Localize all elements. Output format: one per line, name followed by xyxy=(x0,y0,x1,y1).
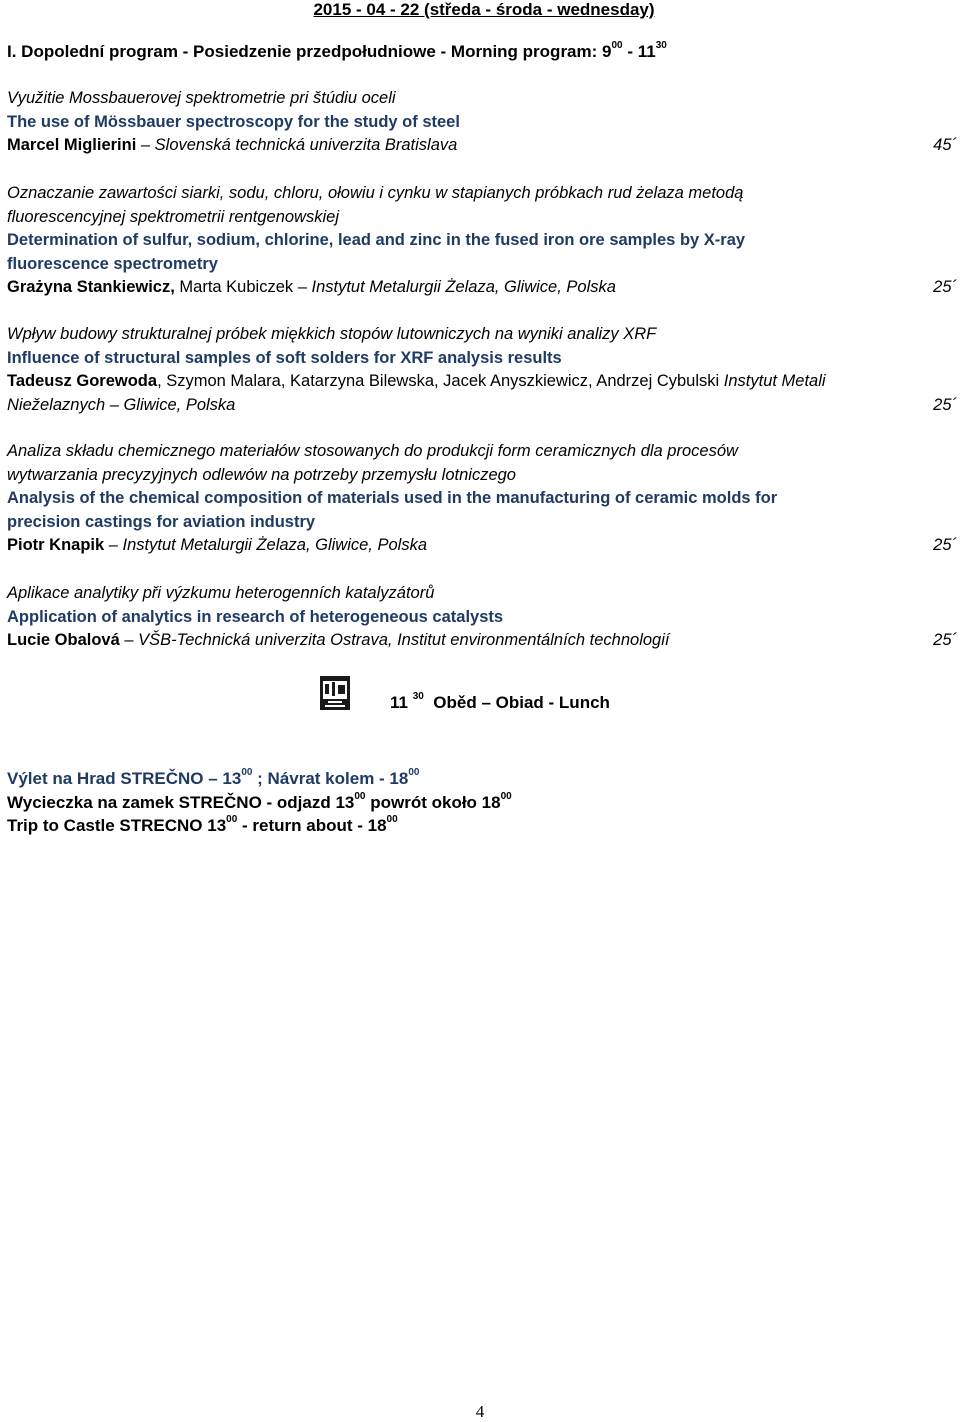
talk-title-english: Analysis of the chemical composition of materials used in the manufacturing of ceramic molds for xyxy=(7,489,778,507)
talk-title-english: Determination of sulfur, sodium, chlorine, lead and zinc in the fused iron ore samples by X-ray xyxy=(7,231,746,249)
talk-title-original: fluorescencyjnej spektrometrii rentgenowskiej xyxy=(7,207,339,226)
lunch-time-label: 11 $^{30}$ Oběd – Obiad - Lunch xyxy=(390,691,610,712)
talk-5 xyxy=(7,582,957,653)
talk-duration: 25´ xyxy=(933,278,957,296)
talk-3 xyxy=(7,323,957,417)
trip-line-polish: Wycieczka na zamek STREČNO - odjazd $13^{00}$ powrót około $18^{00}$ xyxy=(7,790,512,812)
lunch-icon xyxy=(320,676,350,710)
talk-title-english: Influence of structural samples of soft solders for XRF analysis results xyxy=(7,348,562,367)
talk-authors: Piotr Knapik – Instytut Metalurgii Żelaza, Gliwice, Polska 25´ xyxy=(7,534,953,558)
talk-title-original: Oznaczanie zawartości siarki, sodu, chloru, ołowiu i cynku w stapianych próbkach rud żelaza metodą xyxy=(7,184,744,202)
talk-duration: 25´ xyxy=(933,536,957,554)
talk-title-original: Využitie Mossbauerovej spektrometrie pri štúdiu oceli xyxy=(7,89,396,107)
talk-1 xyxy=(7,87,957,158)
trip-line-english: Trip to Castle STRECNO $13^{00}$ - return about - $18^{00}$ xyxy=(7,814,398,835)
talk-duration: 25´ xyxy=(933,631,957,649)
talk-title-original: Analiza składu chemicznego materiałów stosowanych do produkcji form ceramicznych dla procesów xyxy=(7,442,738,460)
talk-authors: Marcel Miglierini – Slovenská technická univerzita Bratislava 45´ xyxy=(7,134,953,158)
talk-2 xyxy=(7,182,957,300)
talk-authors: Lucie Obalová – VŠB-Technická univerzita Ostrava, Institut environmentálních technologií 25´ xyxy=(7,629,953,653)
talk-title-original: wytwarzania precyzyjnych odlewów na potrzeby przemysłu lotniczego xyxy=(7,465,516,484)
talk-title-english: precision castings for aviation industry xyxy=(7,512,316,531)
talk-title-english: fluorescence spectrometry xyxy=(7,254,218,273)
session-heading: I. Dopolední program - Posiedzenie przedpołudniowe - Morning program: $9^{00} - 11^{30}$ xyxy=(7,40,667,61)
date-heading: 2015 - 04 - 22 (středa - środa - wednesday) xyxy=(313,0,655,19)
talk-duration: 45´ xyxy=(933,136,957,154)
trip-block xyxy=(7,767,512,838)
talk-title-original: Wpływ budowy strukturalnej próbek miękkich stopów lutowniczych na wyniki analizy XRF xyxy=(7,325,657,343)
talk-4 xyxy=(7,440,957,558)
talk-title-english: Application of analytics in research of heterogeneous catalysts xyxy=(7,607,504,626)
page-number: 4 xyxy=(475,1402,485,1421)
trip-line-czech: Výlet na Hrad STREČNO – $13^{00}$ ; Návrat kolem - $18^{00}$ xyxy=(7,767,420,788)
talk-duration: 25´ xyxy=(933,395,957,414)
talk-title-original: Aplikace analytiky při výzkumu heterogenních katalyzátorů xyxy=(7,584,435,602)
talk-title-english: The use of Mössbauer spectroscopy for the study of steel xyxy=(7,112,460,131)
talk-authors: Tadeusz Gorewoda, Szymon Malara, Katarzyna Bilewska, Jacek Anyszkiewicz, Andrzej Cybulski Instytut Metali Nieželaznych – Gliwice, Polska 25´ xyxy=(7,370,953,417)
talk-authors: Grażyna Stankiewicz, Marta Kubiczek – Instytut Metalurgii Żelaza, Gliwice, Polska 25´ xyxy=(7,276,953,300)
